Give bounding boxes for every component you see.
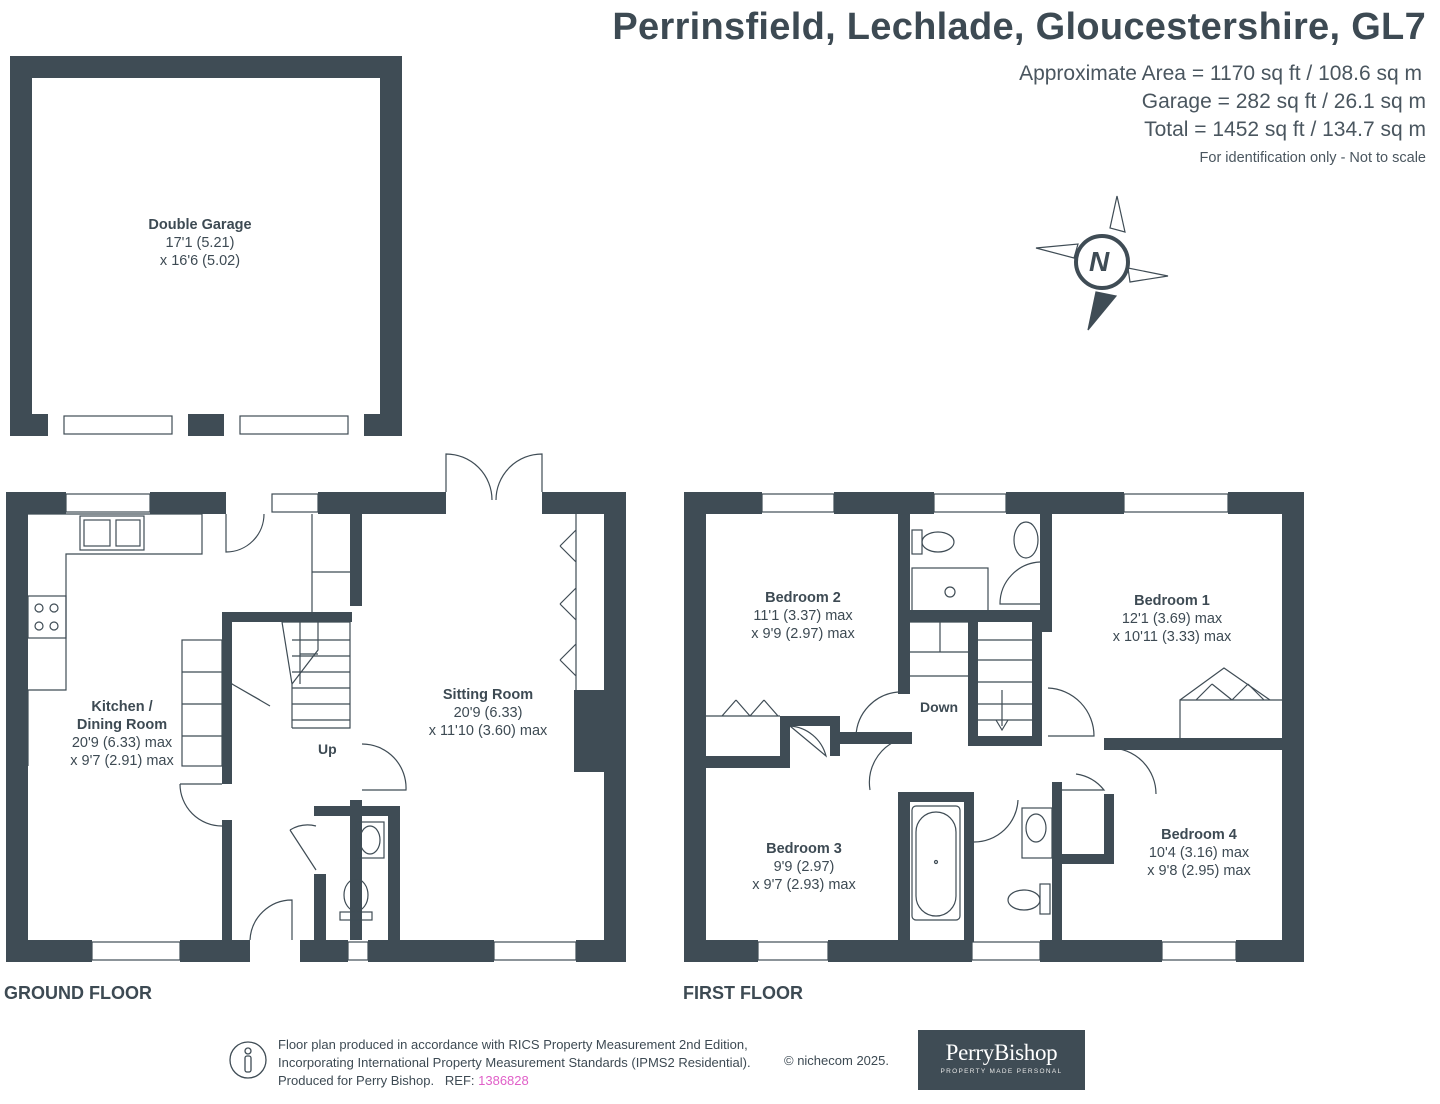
footer-disclaimer <box>278 1036 751 1090</box>
room-dimension: x 10'11 (3.33) max <box>1112 629 1232 645</box>
scale-note: For identification only - Not to scale <box>1199 150 1426 166</box>
room-dimension: 20'9 (6.33) <box>453 705 523 721</box>
room-dimension: 17'1 (5.21) <box>165 235 235 251</box>
page-title: Perrinsfield, Lechlade, Gloucestershire, GL7 <box>612 6 1426 48</box>
room-label-bedroom-4 <box>1147 826 1251 880</box>
room-dimension: 10'4 (3.16) max <box>1148 845 1250 861</box>
room-name: Bedroom 4 <box>1161 827 1237 843</box>
approximate-area: Approximate Area = 1170 sq ft / 108.6 sq m <box>1019 62 1422 85</box>
copyright-text: © nichecom 2025. <box>784 1053 889 1068</box>
compass-north-label: N <box>1089 246 1110 277</box>
reference-number: 1386828 <box>478 1073 529 1088</box>
room-label-bedroom-1 <box>1113 592 1232 646</box>
room-dimension: 20'9 (6.33) max <box>71 735 173 751</box>
room-name: Kitchen / <box>91 699 153 715</box>
room-name: Double Garage <box>148 217 252 233</box>
room-dimension: x 9'7 (2.93) max <box>752 877 856 893</box>
logo-name: PerryBishop <box>945 1040 1058 1065</box>
perry-bishop-logo <box>918 1030 1085 1090</box>
footer-line: Floor plan produced in accordance with RICS Property Measurement 2nd Edition, <box>278 1037 748 1052</box>
room-label-double-garage <box>148 216 251 270</box>
first-floor-label: FIRST FLOOR <box>683 983 803 1003</box>
room-dimension: 12'1 (3.69) max <box>1121 611 1223 627</box>
room-dimension: x 9'7 (2.91) max <box>70 753 174 769</box>
room-name: Dining Room <box>76 717 168 733</box>
room-dimension: x 9'8 (2.95) max <box>1147 863 1251 879</box>
room-label-sitting-room <box>429 686 548 740</box>
total-area: Total = 1452 sq ft / 134.7 sq m <box>1144 118 1426 141</box>
ground-floor-label: GROUND FLOOR <box>4 983 152 1003</box>
room-dimension: 11'1 (3.37) max <box>753 608 853 624</box>
room-dimension: x 9'9 (2.97) max <box>751 626 855 642</box>
room-name: Bedroom 2 <box>765 590 841 606</box>
room-name: Sitting Room <box>442 687 534 703</box>
room-name: Bedroom 3 <box>766 841 842 857</box>
room-label-bedroom-3 <box>752 840 856 894</box>
garage-area: Garage = 282 sq ft / 26.1 sq m <box>1141 90 1426 113</box>
room-dimension: x 16'6 (5.02) <box>159 253 241 269</box>
logo-tagline: PROPERTY MADE PERSONAL <box>940 1068 1063 1075</box>
footer-line: Incorporating International Property Measurement Standards (IPMS2 Residential). <box>278 1055 751 1070</box>
stairs-up-label: Up <box>318 741 337 757</box>
stairs-down-label: Down <box>920 699 959 715</box>
room-dimension: x 11'10 (3.60) max <box>428 723 548 739</box>
produced-for-text: Produced for Perry Bishop. REF: <box>278 1073 479 1088</box>
room-label-kitchen-dining <box>70 698 174 770</box>
info-person-icon <box>228 1040 268 1080</box>
room-name: Bedroom 1 <box>1134 593 1210 609</box>
room-label-bedroom-2 <box>751 589 855 643</box>
footer-produced-line <box>278 1072 751 1090</box>
room-dimension: 9'9 (2.97) <box>773 859 835 875</box>
